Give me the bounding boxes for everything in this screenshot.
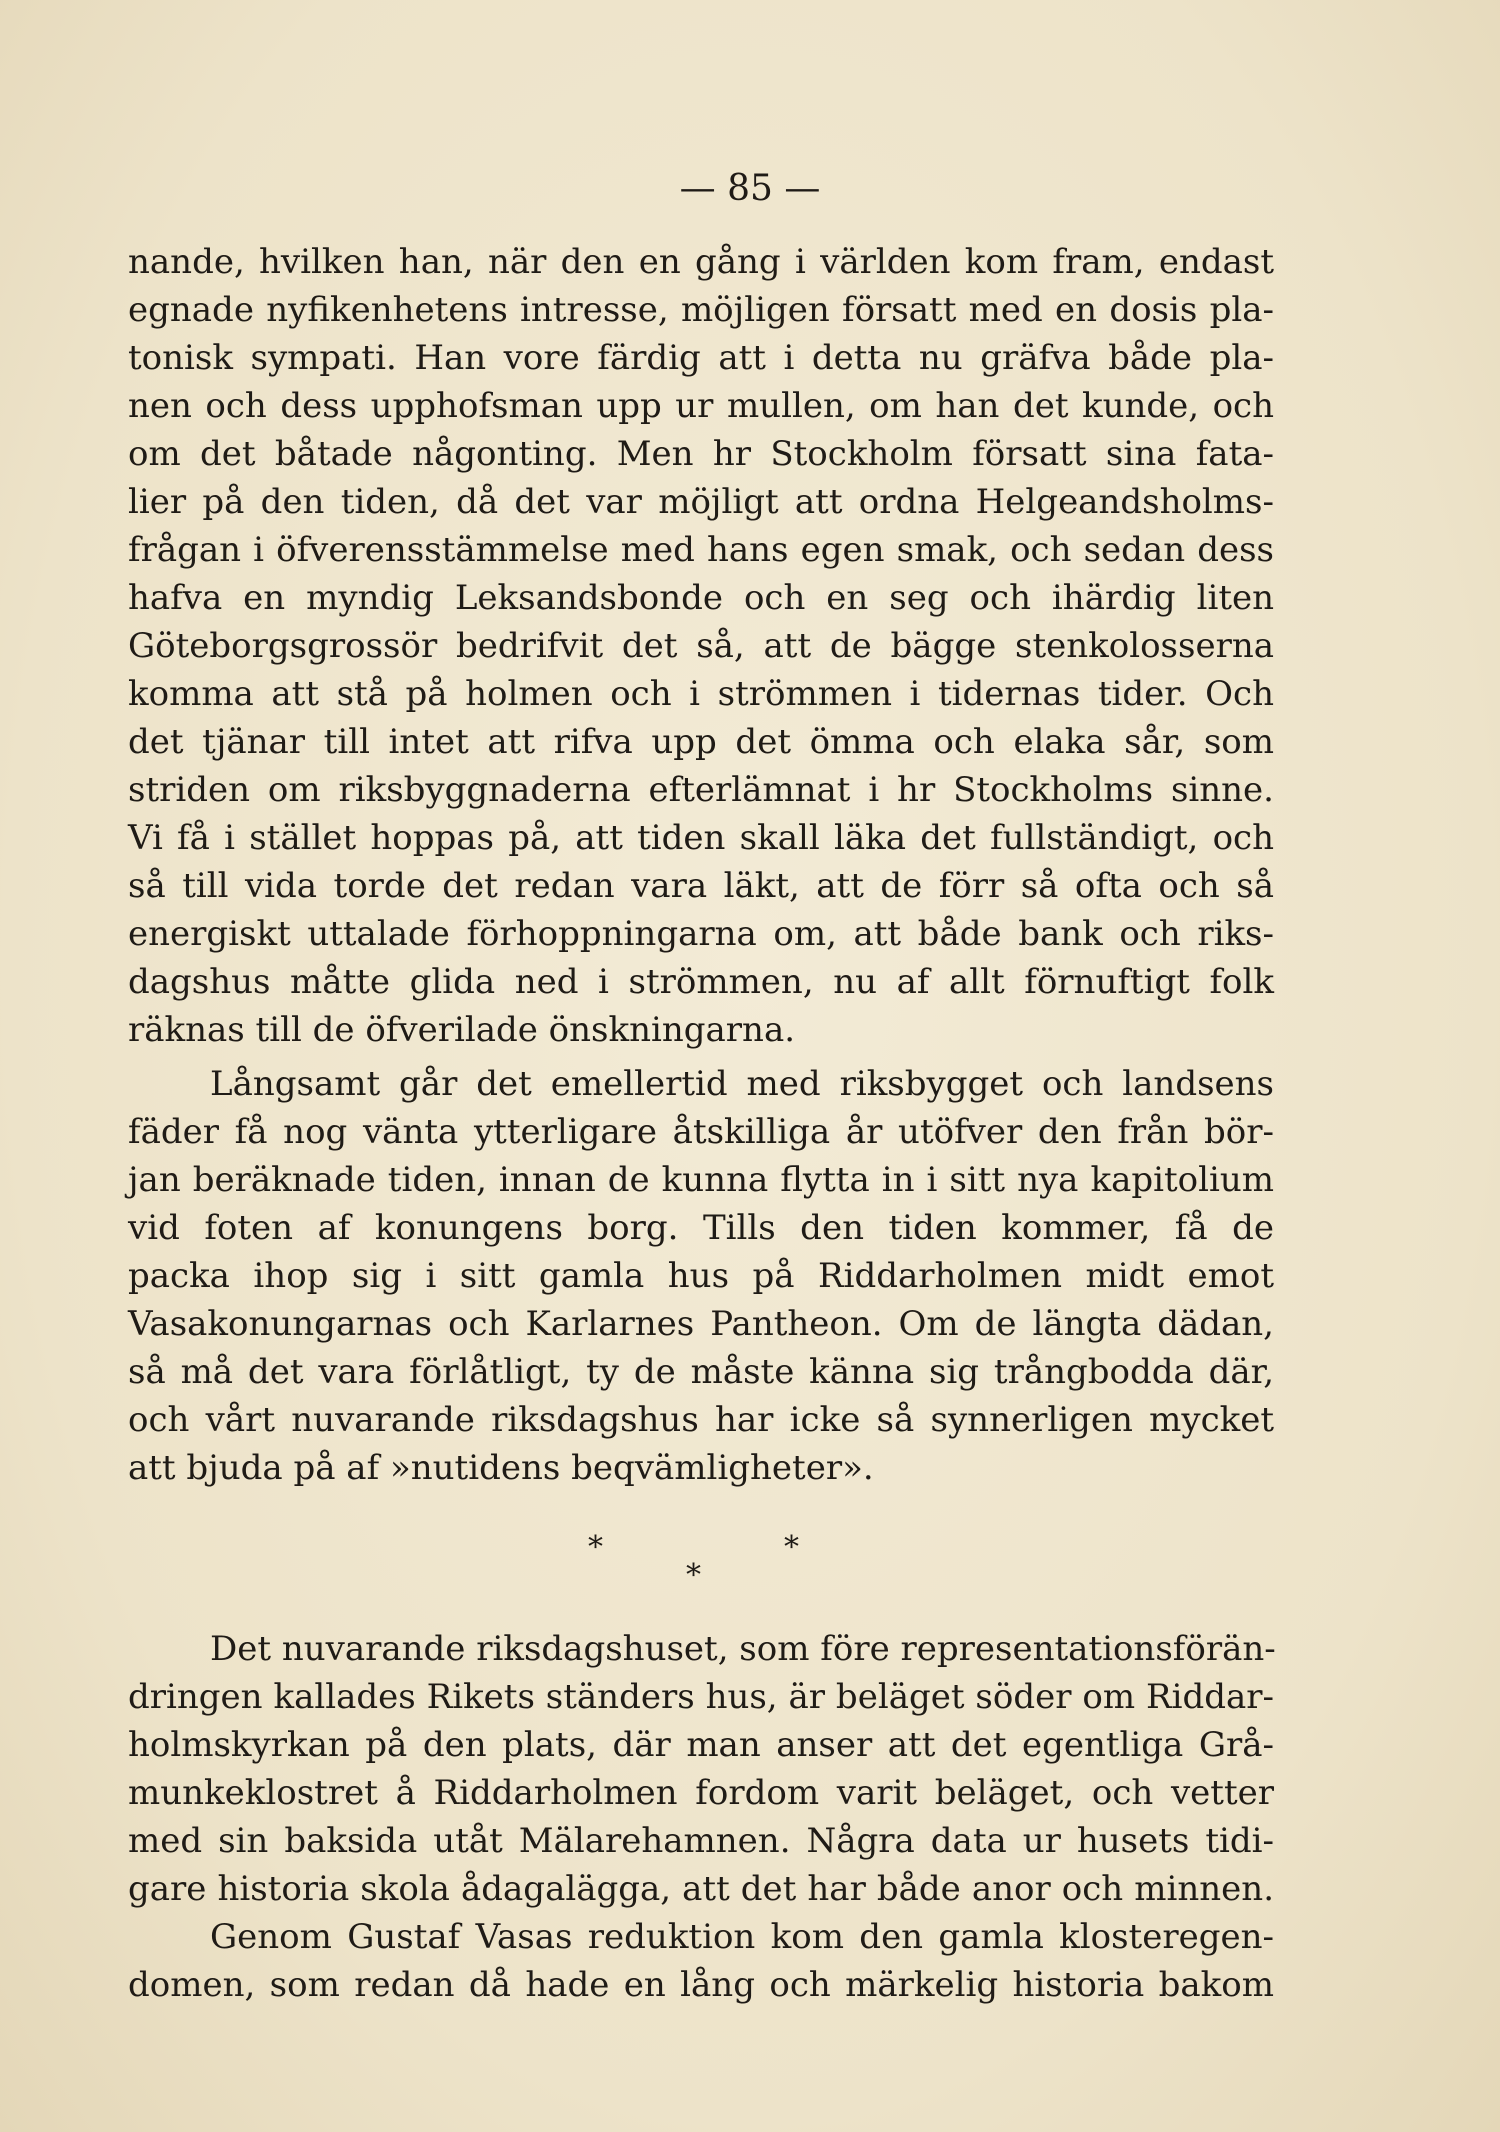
text-line: vid foten af konungens borg. Tills den tiden kommer, få de [128, 1208, 1274, 1248]
text-line: dagshus måtte glida ned i strömmen, nu af allt förnuftigt folk [128, 962, 1274, 1002]
text-line: Genom Gustaf Vasas reduktion kom den gamla klosteregen- [210, 1917, 1274, 1957]
text-line: domen, som redan då hade en lång och märkelig historia bakom [128, 1965, 1274, 2005]
text-line: så må det vara förlåtligt, ty de måste känna sig trångbodda där, [128, 1352, 1274, 1392]
text-line: lier på den tiden, då det var möjligt att ordna Helgeandsholms- [128, 482, 1274, 522]
text-line: striden om riksbyggnaderna efterlämnat i hr Stockholms sinne. [128, 770, 1274, 810]
text-line: nen och dess upphofsman upp ur mullen, om han det kunde, och [128, 386, 1274, 426]
text-line: frågan i öfverensstämmelse med hans egen smak, och sedan dess [128, 530, 1274, 570]
text-line: holmskyrkan på den plats, där man anser att det egentliga Grå- [128, 1725, 1274, 1765]
text-line: energiskt uttalade förhoppningarna om, att både bank och riks- [128, 914, 1274, 954]
text-line: packa ihop sig i sitt gamla hus på Riddarholmen midt emot [128, 1256, 1274, 1296]
asterisk: * [784, 1530, 799, 1565]
text-line: Långsamt går det emellertid med riksbygget och landsens [210, 1064, 1274, 1104]
page-number: — 85 — [679, 168, 821, 209]
text-line: Vi få i stället hoppas på, att tiden skall läka det fullständigt, och [128, 818, 1274, 858]
text-line: munkeklostret å Riddarholmen fordom varit beläget, och vetter [128, 1773, 1274, 1813]
text-line: och vårt nuvarande riksdagshus har icke så synnerligen mycket [128, 1400, 1274, 1440]
asterisk: * [588, 1530, 603, 1565]
text-line: egnade nyfikenhetens intresse, möjligen försatt med en dosis pla- [128, 290, 1274, 330]
text-line: om det båtade någonting. Men hr Stockholm försatt sina fata- [128, 434, 1274, 474]
text-line: fäder få nog vänta ytterligare åtskilliga år utöfver den från bör- [128, 1112, 1274, 1152]
text-line: Vasakonungarnas och Karlarnes Pantheon. Om de längta dädan, [128, 1304, 1274, 1344]
section-separator [0, 1530, 1500, 1610]
paragraph-langsamt [128, 1060, 1274, 1492]
text-line: att bjuda på af »nutidens beqvämligheter». [128, 1448, 874, 1488]
text-line: Det nuvarande riksdagshuset, som före representationsförän- [210, 1629, 1276, 1669]
paragraph-continuation [128, 238, 1274, 1054]
text-line: med sin baksida utåt Mälarehamnen. Några data ur husets tidi- [128, 1821, 1274, 1861]
paragraph-gustaf-vasa [128, 1913, 1274, 2009]
text-line: så till vida torde det redan vara läkt, att de förr så ofta och så [128, 866, 1274, 906]
text-line: gare historia skola ådagalägga, att det har både anor och minnen. [128, 1869, 1274, 1909]
paragraph-riksdagshuset [128, 1625, 1274, 1913]
text-line: nande, hvilken han, när den en gång i världen kom fram, endast [128, 242, 1274, 282]
text-line: tonisk sympati. Han vore färdig att i detta nu gräfva både pla- [128, 338, 1274, 378]
text-line: det tjänar till intet att rifva upp det ömma och elaka sår, som [128, 722, 1274, 762]
text-line: dringen kallades Rikets ständers hus, är beläget söder om Riddar- [128, 1677, 1274, 1717]
text-line: Göteborgsgrossör bedrifvit det så, att de bägge stenkolosserna [128, 626, 1274, 666]
text-line: räknas till de öfverilade önskningarna. [128, 1010, 796, 1050]
asterisk: * [686, 1558, 701, 1593]
text-line: hafva en myndig Leksandsbonde och en seg och ihärdig liten [128, 578, 1274, 618]
text-line: jan beräknade tiden, innan de kunna flytta in i sitt nya kapitolium [128, 1160, 1274, 1200]
text-line: komma att stå på holmen och i strömmen i tidernas tider. Och [128, 674, 1274, 714]
